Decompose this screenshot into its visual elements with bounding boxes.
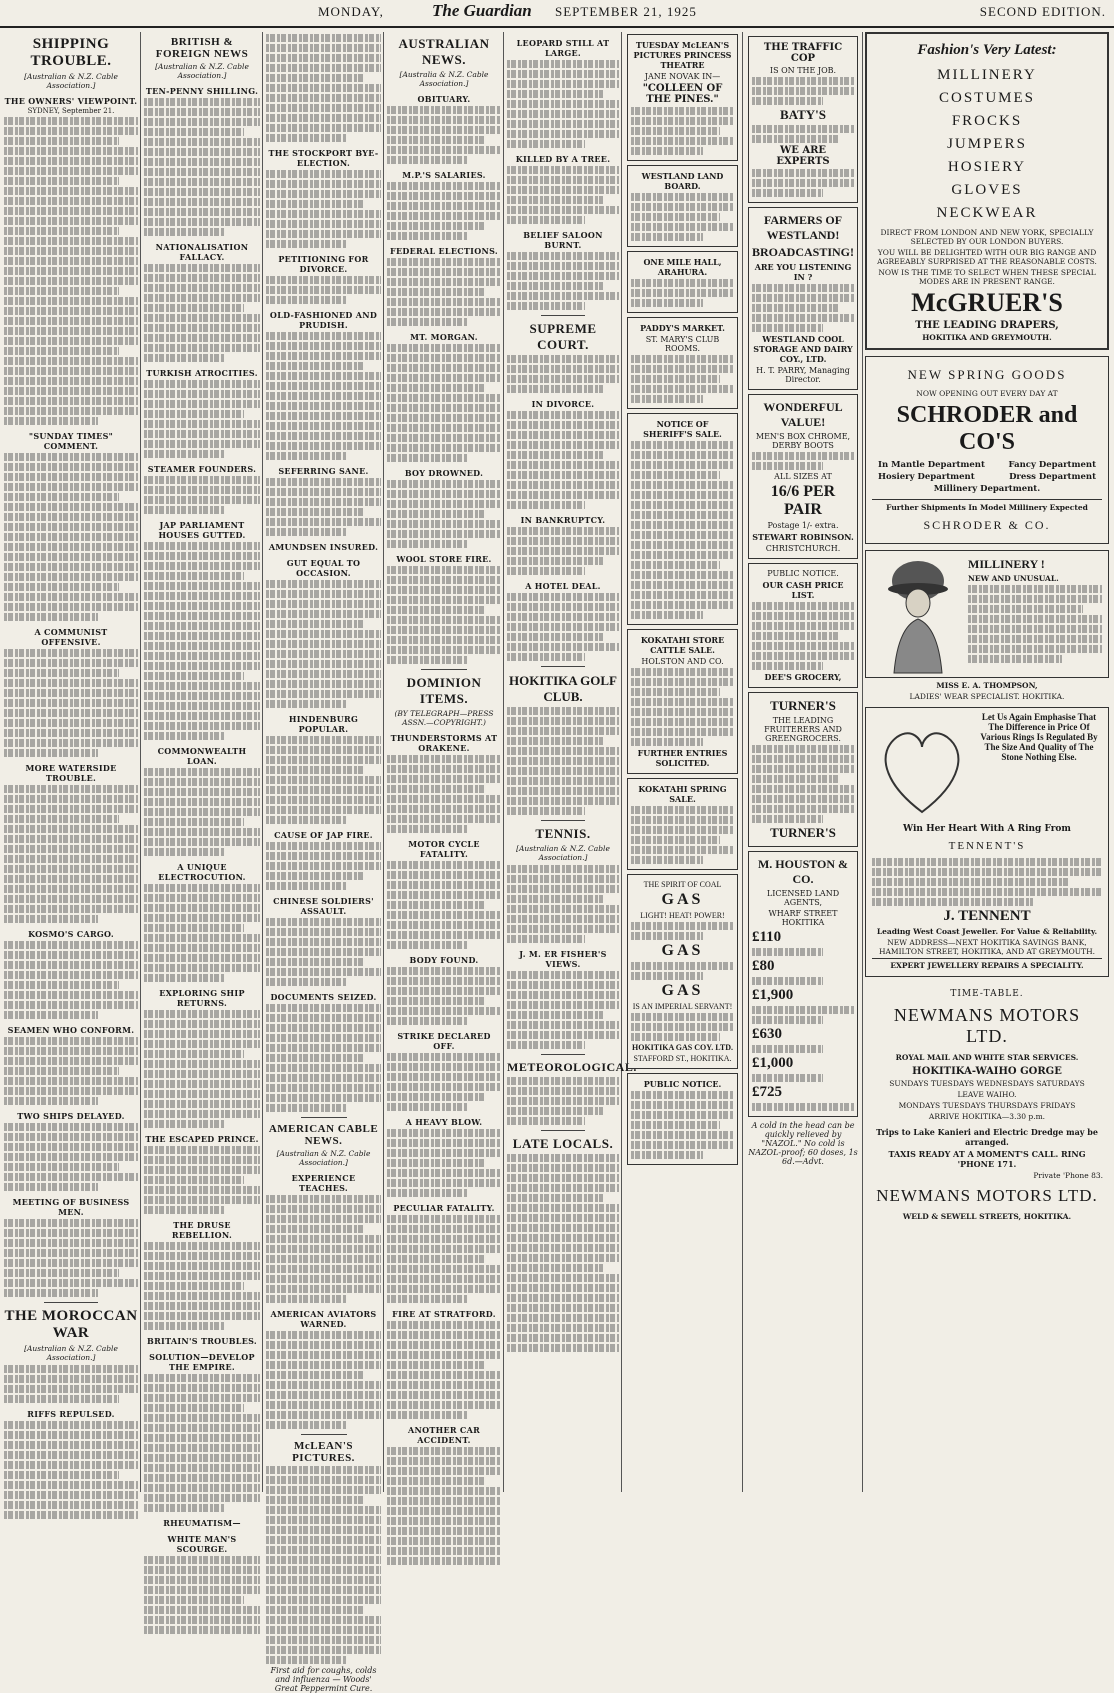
article-subhead: EXPERIENCE TEACHES. (291, 1173, 356, 1193)
article-subhead: MEETING OF BUSINESS MEN. (12, 1197, 130, 1217)
fashion-item: JUMPERS (947, 136, 1027, 152)
mcgruers-logo: McGRUER'S (911, 288, 1063, 317)
column-rule (621, 32, 622, 1492)
ad-gas: THE SPIRIT OF COAL GAS LIGHT! HEAT! POWER! GAS GAS IS AN IMPERIAL SERVANT! HOKITIKA GAS COY. LTD. STAFFORD ST., HOKITIKA. (627, 874, 738, 1069)
article-subhead: J. M. ER FISHER'S VIEWS. (519, 949, 607, 969)
column-rule (383, 32, 384, 1492)
article-subhead: MT. MORGAN. (410, 332, 478, 342)
advertisement: First aid for coughs, colds and influenza — Woods' Great Peppermint Cure. (270, 1666, 377, 1693)
article-subhead: MORE WATERSIDE TROUBLE. (25, 763, 117, 783)
article-subhead: M.P.'S SALARIES. (402, 170, 486, 180)
column-rule (262, 32, 263, 1492)
article-headline: HOKITIKA GOLF CLUB. (509, 673, 617, 704)
article-subhead: THE DRUSE REBELLION. (171, 1220, 233, 1240)
ad-hall: ONE MILE HALL, ARAHURA. (627, 251, 738, 313)
article-headline: AUSTRALIAN NEWS. (398, 36, 490, 67)
article-source: [Australia & N.Z. Cable Association.] (399, 70, 489, 88)
article-subhead: HINDENBURG POPULAR. (288, 714, 359, 734)
article-source: (BY TELEGRAPH—PRESS ASSN.—COPYRIGHT.) (394, 709, 494, 727)
article-subhead: JAP PARLIAMENT HOUSES GUTTED. (158, 520, 246, 540)
article-subhead: CAUSE OF JAP FIRE. (274, 830, 373, 840)
column-8: Fashion's Very Latest: MILLINERY COSTUMES FROCKS JUMPERS HOSIERY GLOVES NECKWEAR DIRECT FROM LONDON AND NEW YORK, SPECIALLY SELECTED BY OUR LONDON BUYERS. YOU WILL BE DELIGHTED WITH OUR BIG RANGE AND AGREEABLY SURPRISED AT THE REASONABLE COSTS. NOW IS THE TIME TO SELECT WHEN THESE SPECIAL MODES ARE IN PRESENT RANGE. McGRUER'S THE LEADING DRAPERS, HOKITIKA AND GREYMOUTH. NEW SPRING GOODS NOW OPENING OUT EVERY DAY AT SCHRODER and CO'S In Mantle Department Fancy Department Hosiery Department Dress Department Millinery Department. Further Shipments In Model Millinery Expected SCHRODER & CO. MILLINERY ! NEW AND UNUSUAL. MISS E. A. THOMPSON, LADIES' WEAR SPECIALIST. HOKITIKA. Let Us Again Emphasise That The Difference in Price Of Various Rings Is Regulated By The Size And Quality of The Stone Nothing Else. Win Her Heart With A Ring From TENNENT'S J. TENNENT Leading West Coast Jeweller. For Value & Reliability. NEW ADDRESS—NEXT HOKITIKA SAVINGS BANK, HAMILTON STREET, HOKITIKA, AND AT GREYMOUTH. EXPERT JEWELLERY REPAIRS A SPECIALITY. TIME-TABLE. NEWMANS MOTORS LTD. ROYAL MAIL AND WHITE STAR SERVICES. HOKITIKA-WAIHO GORGE SUNDAYS TUESDAYS WEDNESDAYS SATURDAYS LEAVE WAIHO. MONDAYS TUESDAYS THURSDAYS FRIDAYS ARRIVE HOKITIKA—3.30 p.m. Trips to Lake Kanieri and Electric Dredge may be arranged. TAXIS READY AT A MOMENT'S CALL. RING 'PHONE 171. Private 'Phone 83. NEWMANS MOTORS LTD. WELD & SEWELL STREETS, HOKITIKA. (865, 32, 1109, 1233)
article-subhead: AMUNDSEN INSURED. (268, 542, 379, 552)
article-subhead: BELIEF SALOON BURNT. (523, 230, 603, 250)
schroder-logo: SCHRODER and CO'S (896, 402, 1078, 455)
article-subhead: BOY DROWNED. (404, 468, 484, 478)
column-1 (4, 32, 138, 1492)
article-headline: AMERICAN CABLE NEWS. (268, 1123, 379, 1147)
article-headline: LATE LOCALS. (512, 1136, 614, 1151)
masthead-day: MONDAY, (318, 4, 384, 19)
article-subhead: IN DIVORCE. (531, 399, 595, 409)
article-subhead: LEOPARD STILL AT LARGE. (516, 38, 610, 58)
article-headline: SUPREME COURT. (529, 321, 597, 352)
article-subhead: A COMMUNIST OFFENSIVE. (34, 627, 108, 647)
ring-illustration (872, 712, 972, 822)
column-rule (742, 32, 743, 1492)
fashion-item: FROCKS (951, 113, 1023, 129)
ad-traffic-cop: THE TRAFFIC COP IS ON THE JOB. BATY'S WE ARE EXPERTS (748, 36, 858, 203)
fashion-item: GLOVES (951, 182, 1023, 198)
article-subhead: OBITUARY. (417, 94, 471, 104)
article-subhead: IN BANKRUPTCY. (520, 515, 606, 525)
article-subhead: STEAMER FOUNDERS. (147, 464, 257, 474)
ad-land-board: WESTLAND LAND BOARD. (627, 165, 738, 247)
article-headline: DOMINION ITEMS. (406, 675, 482, 706)
article-source: [Australian & N.Z. Cable Association.] (155, 62, 249, 80)
article-source: [Australian & N.Z. Cable Association.] (24, 1344, 118, 1362)
ad-broadcasting: FARMERS OF WESTLAND! BROADCASTING! ARE YOU LISTENING IN ? WESTLAND COOL STORAGE AND DAIRY COY., LTD. H. T. PARRY, Managing Director. (748, 207, 858, 390)
article-subhead: WHITE MAN'S SCOURGE. (167, 1534, 237, 1554)
ad-paddys-market: PADDY'S MARKET. ST. MARY'S CLUB ROOMS. (627, 317, 738, 409)
ad-boots: WONDERFUL VALUE! MEN'S BOX CHROME, DERBY BOOTS ALL SIZES AT 16/6 PER PAIR Postage 1/- extra. STEWART ROBINSON. CHRISTCHURCH. (748, 394, 858, 559)
article-subhead: A HEAVY BLOW. (405, 1117, 483, 1127)
ad-newmans-motors: TIME-TABLE. NEWMANS MOTORS LTD. ROYAL MAIL AND WHITE STAR SERVICES. HOKITIKA-WAIHO GORGE SUNDAYS TUESDAYS WEDNESDAYS SATURDAYS LEAVE WAIHO. MONDAYS TUESDAYS THURSDAYS FRIDAYS ARRIVE HOKITIKA—3.30 p.m. Trips to Lake Kanieri and Electric Dredge may be arranged. TAXIS READY AT A MOMENT'S CALL. RING 'PHONE 171. Private 'Phone 83. NEWMANS MOTORS LTD. WELD & SEWELL STREETS, HOKITIKA. (876, 989, 1103, 1221)
article-subhead: SEFERRING SANE. (278, 466, 369, 476)
article-headline: SHIPPING TROUBLE. (30, 36, 112, 69)
ad-tennent: Let Us Again Emphasise That The Difference in Price Of Various Rings Is Regulated By The Size And Quality of The Stone Nothing Else. Win Her Heart With A Ring From TENNENT'S J. TENNENT Leading West Coast Jeweller. For Value & Reliability. NEW ADDRESS—NEXT HOKITIKA SAVINGS BANK, HAMILTON STREET, HOKITIKA, AND AT GREYMOUTH. EXPERT JEWELLERY REPAIRS A SPECIALITY. (865, 707, 1109, 977)
article-subhead: FIRE AT STRATFORD. (392, 1309, 496, 1319)
article-headline: THE MOROCCAN WAR (4, 1308, 138, 1341)
column-6 (625, 32, 740, 1492)
article-headline: TENNIS. (535, 826, 591, 841)
article-source: [Australian & N.Z. Cable Association.] (276, 1149, 371, 1167)
column-rule (862, 32, 863, 1492)
article-subhead: BRITAIN'S TROUBLES. (147, 1336, 257, 1346)
ad-mcleans-pictures: TUESDAY McLEAN'S PICTURES PRINCESS THEATRE JANE NOVAK IN— "COLLEEN OF THE PINES." (627, 34, 738, 161)
column-7 (746, 32, 860, 1492)
ad-cattle-sale: KOKATAHI STORE CATTLE SALE. HOLSTON AND CO. FURTHER ENTRIES SOLICITED. (627, 629, 738, 774)
masthead-date: SEPTEMBER 21, 1925 (555, 4, 697, 19)
article-subhead: BODY FOUND. (409, 955, 479, 965)
article-subhead: STRIKE DECLARED OFF. (397, 1031, 491, 1051)
advertisement: A cold in the head can be quickly relieved by "NAZOL." No cold is NAZOL-proof; 60 doses, 1s 6d.—Advt. (748, 1121, 858, 1166)
column-4 (387, 32, 501, 1492)
article-subhead: NATIONALISATION FALLACY. (155, 242, 249, 262)
lady-illustration (872, 555, 964, 673)
article-subhead: THE ESCAPED PRINCE. (145, 1134, 259, 1144)
article-subhead: THUNDERSTORMS AT ORAKENE. (390, 733, 498, 753)
masthead-title: The Guardian (432, 1, 532, 20)
article-subhead: WOOL STORE FIRE. (396, 554, 492, 564)
article-subhead: KILLED BY A TREE. (515, 154, 611, 164)
article-subhead: MOTOR CYCLE FATALITY. (408, 839, 480, 859)
article-subhead: OLD-FASHIONED AND PRUDISH. (269, 310, 378, 330)
ad-schroder: NEW SPRING GOODS NOW OPENING OUT EVERY DAY AT SCHRODER and CO'S In Mantle Department Fancy Department Hosiery Department Dress Department Millinery Department. Further Shipments In Model Millinery Expected SCHRODER & CO. (865, 356, 1109, 544)
ad-fashion: Fashion's Very Latest: MILLINERY COSTUMES FROCKS JUMPERS HOSIERY GLOVES NECKWEAR DIRECT FROM LONDON AND NEW YORK, SPECIALLY SELECTED BY OUR LONDON BUYERS. YOU WILL BE DELIGHTED WITH OUR BIG RANGE AND AGREEABLY SURPRISED AT THE REASONABLE COSTS. NOW IS THE TIME TO SELECT WHEN THESE SPECIAL MODES ARE IN PRESENT RANGE. McGRUER'S THE LEADING DRAPERS, HOKITIKA AND GREYMOUTH. (865, 32, 1109, 350)
article-subhead: CHINESE SOLDIERS' ASSAULT. (273, 896, 374, 916)
article-subhead: TEN-PENNY SHILLING. (145, 86, 259, 96)
ad-houston-land-agents: M. HOUSTON & CO. LICENSED LAND AGENTS, WHARF STREET HOKITIKA £110 £80 £1,900 £630 £1,000 £725 (748, 851, 858, 1117)
column-3 (266, 32, 381, 1693)
article-subhead: A HOTEL DEAL. (525, 581, 601, 591)
fashion-item: NECKWEAR (936, 205, 1038, 221)
column-5 (507, 32, 637, 1492)
article-source: [Australian & N.Z. Cable Association.] (24, 72, 118, 90)
column-2 (144, 32, 260, 1554)
article-subhead: COMMONWEALTH LOAN. (157, 746, 247, 766)
article-subhead: PECULIAR FATALITY. (393, 1203, 495, 1213)
article-subhead: TURKISH ATROCITIES. (146, 368, 258, 378)
article-source: [Australian & N.Z. Cable Association.] (516, 844, 610, 862)
article-subhead: THE STOCKPORT BYE-ELECTION. (268, 148, 379, 168)
article-subhead: SOLUTION—DEVELOP THE EMPIRE. (149, 1352, 255, 1372)
article-subhead: A UNIQUE ELECTROCUTION. (158, 862, 246, 882)
fashion-item: HOSIERY (947, 159, 1027, 175)
article-subhead: RIFFS REPULSED. (27, 1409, 115, 1419)
masthead (0, 0, 1114, 28)
article-headline: BRITISH & FOREIGN NEWS (155, 36, 249, 60)
article-subhead: DOCUMENTS SEIZED. (270, 992, 377, 1002)
fashion-heading: Fashion's Very Latest: (917, 42, 1057, 58)
article-subhead: THE OWNERS' VIEWPOINT. (4, 96, 138, 106)
column-rule (503, 32, 504, 1492)
article-subhead: FEDERAL ELECTIONS. (390, 246, 498, 256)
article-headline: METEOROLOGICAL. (507, 1060, 637, 1074)
article-subhead: EXPLORING SHIP RETURNS. (159, 988, 245, 1008)
article-headline: McLEAN'S PICTURES. (292, 1440, 355, 1464)
article-subhead: AMERICAN AVIATORS WARNED. (270, 1309, 377, 1329)
ad-sheriffs-sale: NOTICE OF SHERIFF'S SALE. (627, 413, 738, 625)
article-subhead: PETITIONING FOR DIVORCE. (278, 254, 369, 274)
article-subhead: KOSMO'S CARGO. (28, 929, 114, 939)
fashion-item: COSTUMES (938, 90, 1036, 106)
ad-millinery: MILLINERY ! NEW AND UNUSUAL. (865, 550, 1109, 678)
article-subhead: "SUNDAY TIMES" COMMENT. (28, 431, 114, 451)
ad-grocery: PUBLIC NOTICE. OUR CASH PRICE LIST. DEE'S GROCERY, (748, 563, 858, 688)
dateline: SYDNEY, September 21. (27, 107, 115, 115)
article-subhead: RHEUMATISM— (163, 1518, 241, 1528)
fashion-item: MILLINERY (937, 67, 1037, 83)
article-subhead: GUT EQUAL TO OCCASION. (286, 558, 361, 578)
article-subhead: TWO SHIPS DELAYED. (17, 1111, 125, 1121)
masthead-edition: SECOND EDITION. (979, 4, 1106, 19)
article-subhead: ANOTHER CAR ACCIDENT. (407, 1425, 481, 1445)
article-subhead: SEAMEN WHO CONFORM. (7, 1025, 135, 1035)
ad-spring-sale: KOKATAHI SPRING SALE. (627, 778, 738, 870)
column-rule (140, 32, 141, 1492)
ad-public-notice: PUBLIC NOTICE. (627, 1073, 738, 1165)
ad-turners: TURNER'S THE LEADING FRUITERERS AND GREENGROCERS. TURNER'S (748, 692, 858, 847)
